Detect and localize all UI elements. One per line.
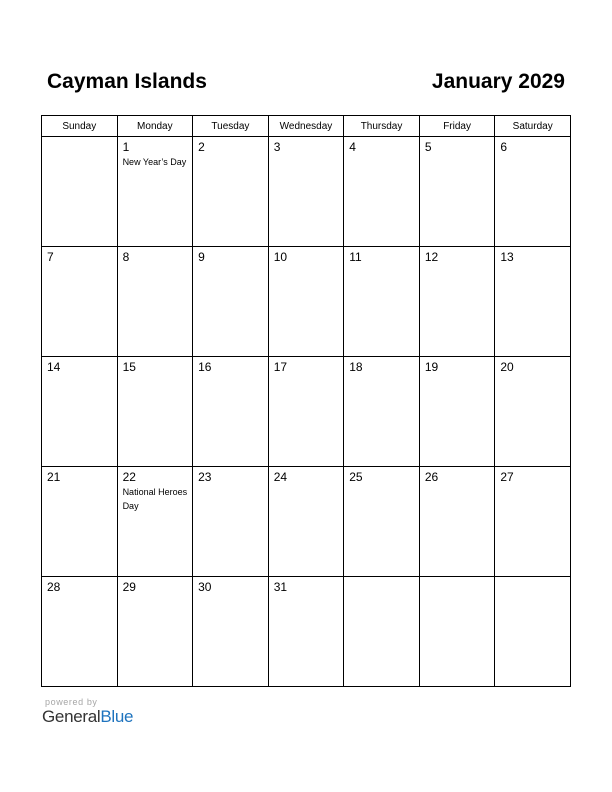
day-cell — [419, 137, 495, 247]
week-row — [42, 467, 571, 577]
day-cell — [268, 247, 344, 357]
weekday-sunday: Sunday — [42, 116, 118, 137]
day-number: 23 — [198, 470, 212, 484]
day-number: 11 — [349, 250, 362, 264]
day-cell — [268, 577, 344, 687]
day-number: 10 — [273, 250, 288, 264]
day-cell — [268, 357, 344, 467]
week-row — [42, 357, 571, 467]
day-cell — [344, 467, 420, 577]
day-cell — [419, 247, 495, 357]
day-number: 22 — [122, 470, 136, 484]
day-number: 17 — [273, 360, 288, 374]
month-year-title: January 2029 — [431, 70, 565, 93]
brand-part-general: General — [42, 707, 101, 726]
day-number: 31 — [273, 580, 288, 594]
day-cell — [268, 467, 344, 577]
day-cell — [344, 577, 420, 687]
day-number: 9 — [198, 250, 205, 264]
day-number: 25 — [349, 470, 363, 484]
weekday-monday: Monday — [117, 116, 193, 137]
day-cell — [268, 137, 344, 247]
day-number: 30 — [198, 580, 212, 594]
day-number: 14 — [47, 360, 61, 374]
day-cell — [344, 247, 420, 357]
day-cell — [344, 357, 420, 467]
weekday-header-row — [42, 116, 571, 137]
weekday-saturday: Saturday — [495, 116, 571, 137]
day-cell — [193, 247, 269, 357]
calendar-grid — [41, 115, 571, 687]
day-number: 15 — [122, 360, 136, 374]
day-number: 12 — [424, 250, 439, 264]
day-cell — [495, 137, 571, 247]
day-cell — [117, 357, 193, 467]
day-number: 7 — [47, 250, 54, 264]
day-number: 20 — [500, 360, 514, 374]
holiday-label: New Year’s Day — [122, 157, 187, 167]
week-row — [42, 577, 571, 687]
day-cell — [42, 467, 118, 577]
day-number: 18 — [349, 360, 363, 374]
week-row — [42, 137, 571, 247]
day-number: 4 — [349, 140, 356, 154]
day-number: 5 — [424, 140, 432, 154]
day-cell — [495, 247, 571, 357]
brand-part-blue: Blue — [100, 707, 134, 726]
day-cell — [193, 467, 269, 577]
day-cell — [117, 247, 193, 357]
day-number: 27 — [500, 470, 514, 484]
day-number: 8 — [122, 250, 130, 264]
day-cell — [117, 467, 193, 577]
day-cell — [495, 357, 571, 467]
day-cell — [344, 137, 420, 247]
day-cell — [495, 467, 571, 577]
day-number: 28 — [47, 580, 61, 594]
weekday-wednesday: Wednesday — [268, 116, 344, 137]
day-number: 21 — [47, 470, 61, 484]
day-cell — [193, 137, 269, 247]
weekday-friday: Friday — [419, 116, 495, 137]
day-number: 29 — [122, 580, 136, 594]
day-cell — [117, 137, 193, 247]
day-number: 26 — [424, 470, 439, 484]
day-cell — [419, 467, 495, 577]
day-cell — [419, 357, 495, 467]
brand-logo[interactable] — [42, 707, 133, 727]
day-number: 1 — [122, 140, 130, 154]
day-cell — [42, 357, 118, 467]
day-number: 3 — [273, 140, 281, 154]
day-cell — [42, 247, 118, 357]
day-cell — [193, 357, 269, 467]
holiday-label: National Heroes Day — [122, 487, 188, 511]
day-number: 6 — [500, 140, 508, 154]
day-number: 24 — [273, 470, 288, 484]
week-row — [42, 247, 571, 357]
day-cell — [419, 577, 495, 687]
day-cell — [117, 577, 193, 687]
day-number: 2 — [198, 140, 205, 154]
country-title: Cayman Islands — [47, 70, 207, 93]
day-number: 19 — [424, 360, 439, 374]
day-number: 16 — [198, 360, 212, 374]
day-cell — [193, 577, 269, 687]
day-cell — [42, 137, 118, 247]
day-cell — [495, 577, 571, 687]
weekday-thursday: Thursday — [344, 116, 420, 137]
day-number: 13 — [500, 250, 514, 264]
day-cell — [42, 577, 118, 687]
powered-by-text: powered by — [45, 697, 98, 707]
weekday-tuesday: Tuesday — [193, 116, 269, 137]
